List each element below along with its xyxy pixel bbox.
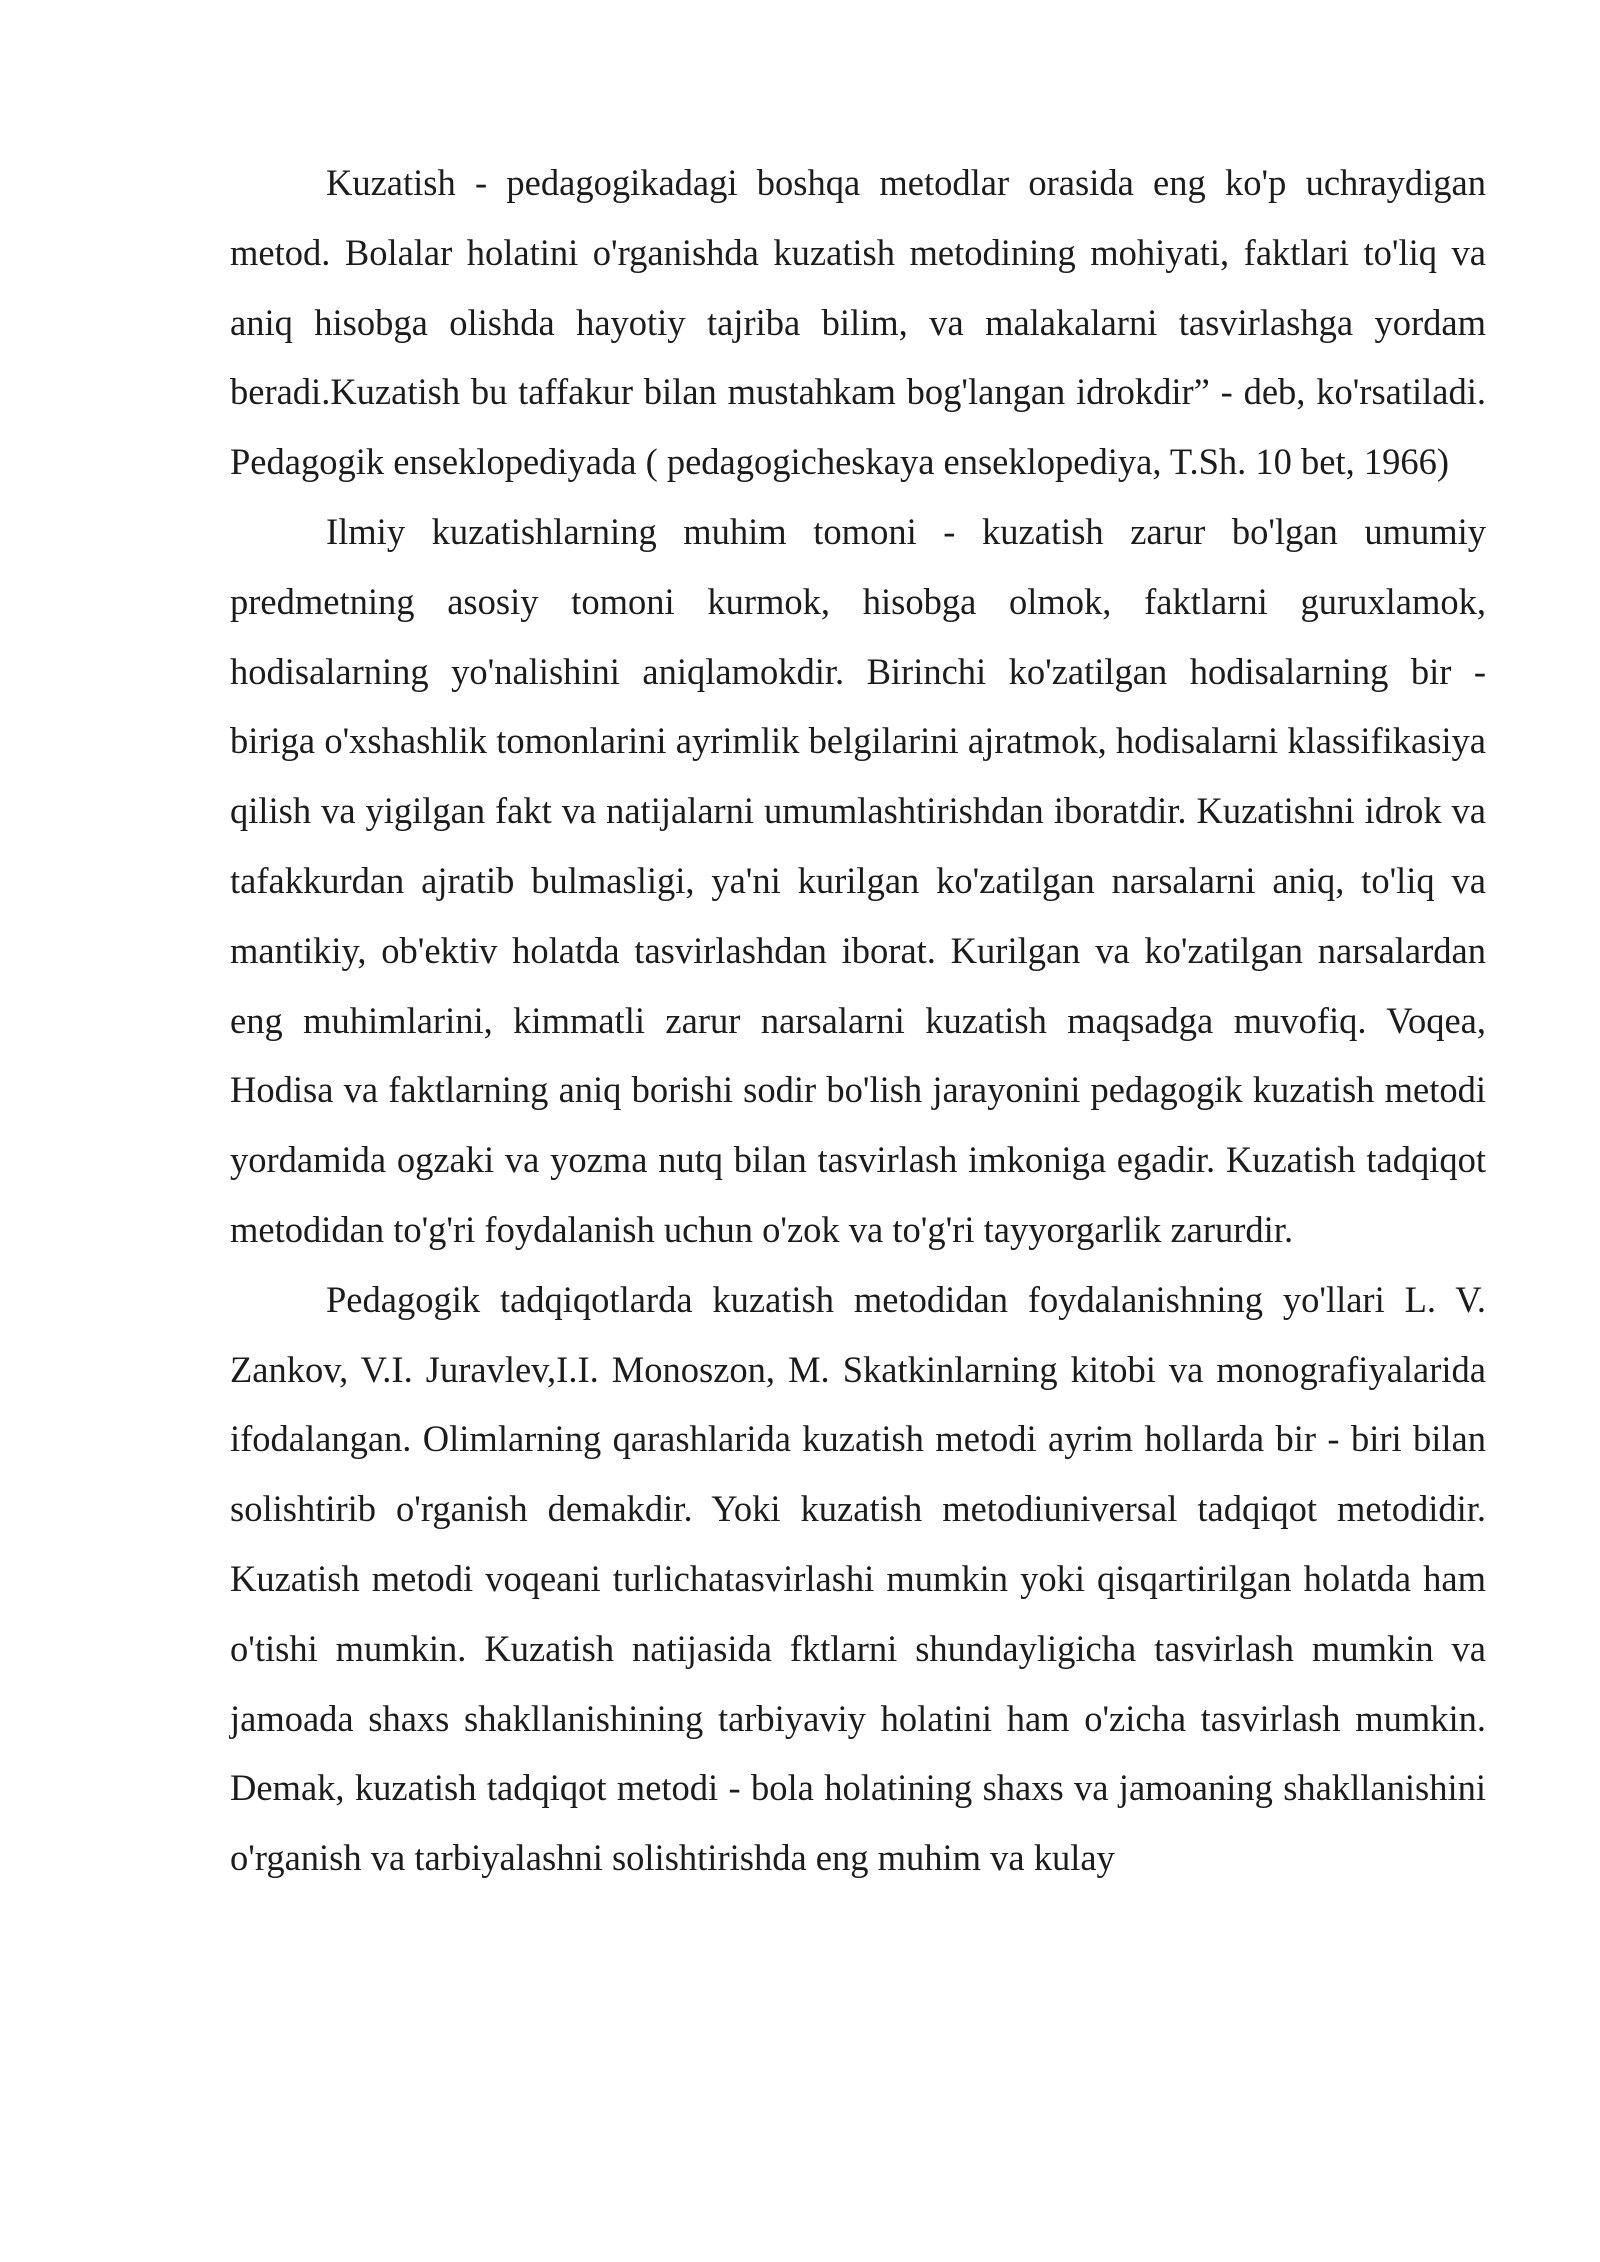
paragraph-2: Ilmiy kuzatishlarning muhim tomoni - kuzatish zarur bo'lgan umumiy predmetning asosiy tomoni kurmok, hisobga olmok, faktlarni guruxlamok, hodisalarning yo'nalishini aniqlamokdir. Birinchi ko'zatilgan hodisalarning bir - biriga o'xshashlik tomonlarini ayrimlik belgilarini ajratmok, hodisalarni klassifikasiya qilish va yigilgan fakt va natijalarni umumlashtirishdan iboratdir. Kuzatishni idrok va tafakkurdan ajratib bulmasligi, ya'ni kurilgan ko'zatilgan narsalarni aniq, to'liq va mantikiy, ob'ektiv holatda tasvirlashdan iborat. Kurilgan va ko'zatilgan narsalardan eng muhimlarini, kimmatli zarur narsalarni kuzatish maqsadga muvofiq. Voqea, Hodisa va faktlarning aniq borishi sodir bo'lish jarayonini pedagogik kuzatish metodi yordamida ogzaki va yozma nutq bilan tasvirlash imkoniga egadir. Kuzatish tadqiqot metodidan to'g'ri foydalanish uchun o'zok va to'g'ri tayyorgarlik zarurdir. bbox=[230, 510, 1486, 1250]
document-page bbox=[230, 148, 1486, 1893]
paragraph-3: Pedagogik tadqiqotlarda kuzatish metodidan foydalanishning yo'llari L. V. Zankov, V.I. Juravlev,I.I. Monoszon, M. Skatkinlarning kitobi va monografiyalarida ifodalangan. Olimlarning qarashlarida kuzatish metodi ayrim hollarda bir - biri bilan solishtirib o'rganish demakdir. Yoki kuzatish metodiuniversal tadqiqot metodidir. Kuzatish metodi voqeani turlichatasvirlashi mumkin yoki qisqartirilgan holatda ham o'tishi mumkin. Kuzatish natijasida fktlarni shundayligicha tasvirlash mumkin va jamoada shaxs shakllanishining tarbiyaviy holatini ham o'zicha tasvirlash mumkin. Demak, kuzatish tadqiqot metodi - bola holatining shaxs va jamoaning shakllanishini o'rganish va tarbiyalashni solishtirishda eng muhim va kulay bbox=[230, 1278, 1486, 1879]
paragraph-1: Kuzatish - pedagogikadagi boshqa metodlar orasida eng ko'p uchraydigan metod. Bolalar holatini o'rganishda kuzatish metodining mohiyati, faktlari to'liq va aniq hisobga olishda hayotiy tajriba bilim, va malakalarni tasvirlashga yordam beradi.Kuzatish bu taffakur bilan mustahkam bog'langan idrokdir” - deb, ko'rsatiladi. Pedagogik enseklopediyada ( pedagogicheskaya enseklopediya, T.Sh. 10 bet, 1966) bbox=[230, 162, 1486, 483]
